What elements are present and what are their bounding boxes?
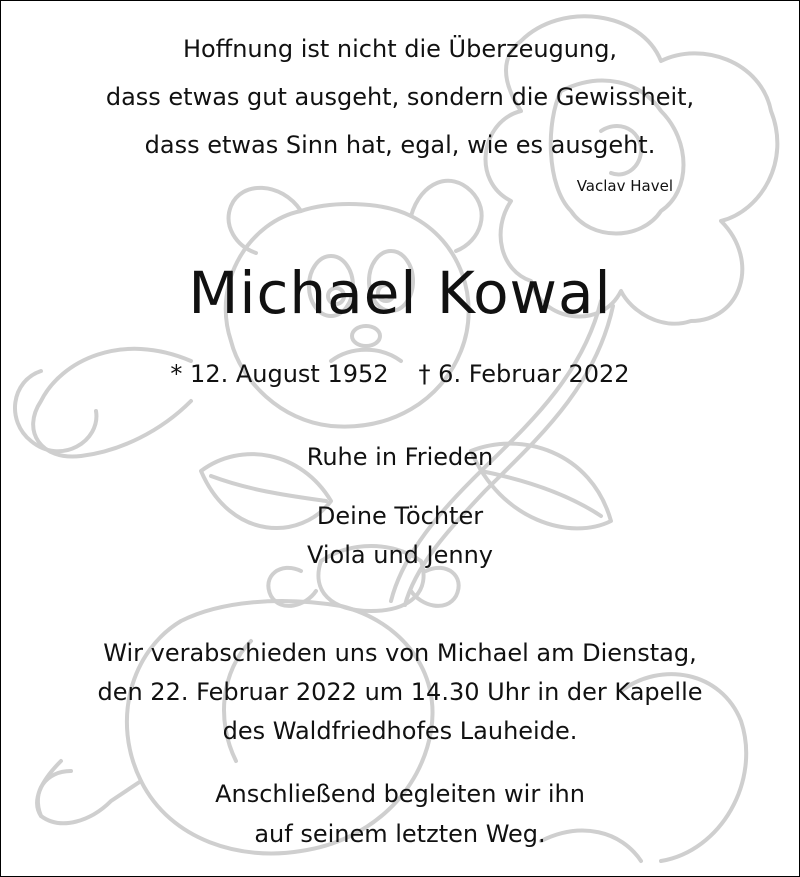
announcement-line-3: des Waldfriedhofes Lauheide. <box>222 717 578 745</box>
birth-date: * 12. August 1952 <box>170 360 389 388</box>
deceased-name: Michael Kowal <box>188 259 612 327</box>
closing-line-1: Anschließend begleiten wir ihn <box>215 780 585 808</box>
life-dates <box>1 359 799 389</box>
obituary-content <box>1 1 799 876</box>
quote-line-3: dass etwas Sinn hat, egal, wie es ausgeht. <box>144 131 656 159</box>
quote-line-1: Hoffnung ist nicht die Überzeugung, <box>182 35 618 63</box>
family-line-1: Deine Töchter <box>316 502 484 530</box>
announcement-line-2: den 22. Februar 2022 um 14.30 Uhr in der Kapelle <box>97 678 703 706</box>
announcement-line-1: Wir verabschieden uns von Michael am Dienstag, <box>103 639 697 667</box>
quote-author: Vaclav Havel <box>576 177 673 195</box>
quote-line-2: dass etwas gut ausgeht, sondern die Gewissheit, <box>105 83 695 111</box>
closing-line-2: auf seinem letzten Weg. <box>254 820 546 848</box>
farewell-text: Ruhe in Frieden <box>306 443 494 471</box>
death-date: † 6. Februar 2022 <box>418 360 630 388</box>
family-line-2: Viola und Jenny <box>307 541 493 569</box>
